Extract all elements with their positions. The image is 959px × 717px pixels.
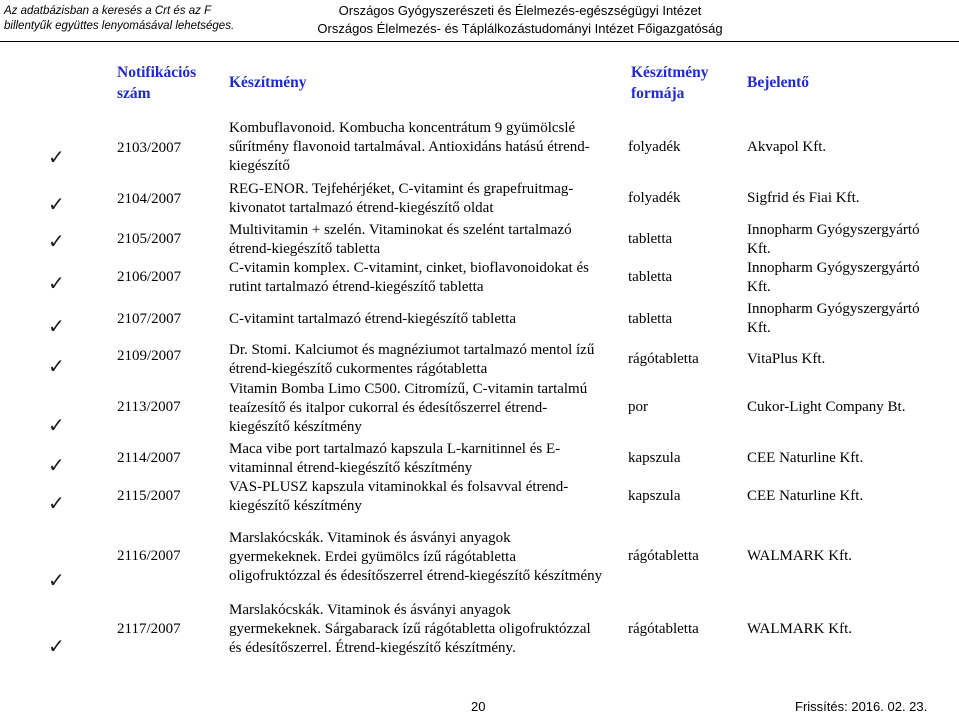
column-header-product xyxy=(229,72,306,93)
notifier-line: Innopharm Gyógyszergyártó xyxy=(747,222,920,238)
product-line: és édesítőszerrel. Étrend-kiegészítő készítmény. xyxy=(229,640,516,656)
product-line: Kombuflavonoid. Kombucha koncentrátum 9 gyümölcslé xyxy=(229,120,576,136)
checkmark-icon: ✓ xyxy=(48,147,65,169)
product-description xyxy=(229,180,573,218)
notification-number: 2106/2007 xyxy=(117,269,182,285)
product-line: C-vitamin komplex. C-vitamint, cinket, bioflavonoidokat és xyxy=(229,260,589,276)
column-header-number xyxy=(117,62,196,104)
column-header-line: szám xyxy=(117,85,151,102)
product-description xyxy=(229,380,587,437)
product-line: Marslakócskák. Vitaminok és ásványi anyagok xyxy=(229,530,511,546)
product-form: kapszula xyxy=(628,488,681,504)
column-header-line: Notifikációs xyxy=(117,64,197,81)
notifier-line: WALMARK Kft. xyxy=(747,548,852,564)
checkmark-icon: ✓ xyxy=(48,273,65,295)
notification-number: 2104/2007 xyxy=(117,191,182,207)
product-line: kivonatot tartalmazó étrend-kiegészítő oldat xyxy=(229,200,494,216)
notifier xyxy=(747,487,863,506)
column-header-line: Bejelentő xyxy=(747,74,809,91)
product-form: folyadék xyxy=(628,139,681,155)
product-form: rágótabletta xyxy=(628,621,699,637)
product-form: por xyxy=(628,399,648,415)
notifier xyxy=(747,189,860,208)
notifier-line: Innopharm Gyógyszergyártó xyxy=(747,260,920,276)
product-line: kiegészítő készítmény xyxy=(229,419,362,435)
notifier xyxy=(747,259,920,297)
checkmark-icon: ✓ xyxy=(48,455,65,477)
notifier xyxy=(747,620,852,639)
column-header-notifier xyxy=(747,72,809,93)
product-description xyxy=(229,478,568,516)
search-hint-line: billentyűk együttes lenyomásával lehetséges. xyxy=(4,20,235,32)
notification-number: 2103/2007 xyxy=(117,140,182,156)
search-hint xyxy=(4,4,234,34)
checkmark-icon: ✓ xyxy=(48,356,65,378)
product-line: vitaminnal étrend-kiegészítő készítmény xyxy=(229,460,473,476)
notifier-line: VitaPlus Kft. xyxy=(747,351,826,367)
checkmark-icon: ✓ xyxy=(48,570,65,592)
product-line: C-vitamint tartalmazó étrend-kiegészítő tabletta xyxy=(229,311,516,327)
notifier xyxy=(747,398,905,417)
column-header-line: Készítmény xyxy=(631,64,709,81)
product-line: Marslakócskák. Vitaminok és ásványi anyagok xyxy=(229,602,511,618)
notification-number: 2109/2007 xyxy=(117,348,182,364)
product-line: Multivitamin + szelén. Vitaminokat és szelént tartalmazó xyxy=(229,222,572,238)
notifier-line: WALMARK Kft. xyxy=(747,621,852,637)
institute-name: Országos Élelmezés- és Táplálkozástudományi Intézet Főigazgatóság xyxy=(317,21,723,36)
product-line: Dr. Stomi. Kalciumot és magnéziumot tartalmazó mentol ízű xyxy=(229,342,595,358)
product-form: folyadék xyxy=(628,190,681,206)
product-line: sűrítmény flavonoid tartalmával. Antioxidáns hatású étrend- xyxy=(229,139,590,155)
notification-number: 2107/2007 xyxy=(117,311,182,327)
notifier-line: Kft. xyxy=(747,241,771,257)
product-line: kiegészítő xyxy=(229,158,290,174)
institute-name: Országos Gyógyszerészeti és Élelmezés-egészségügyi Intézet xyxy=(338,3,702,18)
product-description xyxy=(229,119,590,176)
notifier-line: CEE Naturline Kft. xyxy=(747,450,864,466)
checkmark-icon: ✓ xyxy=(48,231,65,253)
refresh-date: Frissítés: 2016. 02. 23. xyxy=(795,699,928,714)
header-divider xyxy=(0,41,959,42)
product-description xyxy=(229,341,594,379)
notifier-line: Akvapol Kft. xyxy=(747,139,827,155)
product-line: VAS-PLUSZ kapszula vitaminokkal és folsavval étrend- xyxy=(229,479,569,495)
checkmark-icon: ✓ xyxy=(48,194,65,216)
product-line: REG-ENOR. Tejfehérjéket, C-vitamint és grapefruitmag- xyxy=(229,181,574,197)
notifier xyxy=(747,547,852,566)
product-description xyxy=(229,259,589,297)
notifier xyxy=(747,138,826,157)
product-line: kiegészítő készítmény xyxy=(229,498,362,514)
notification-number: 2116/2007 xyxy=(117,548,181,564)
notifier xyxy=(747,449,863,468)
column-header-line: formája xyxy=(631,85,685,102)
notifier xyxy=(747,221,920,259)
notification-number: 2115/2007 xyxy=(117,488,181,504)
product-description xyxy=(229,529,602,586)
checkmark-icon: ✓ xyxy=(48,636,65,658)
column-header-form xyxy=(631,62,708,104)
notifier-line: Kft. xyxy=(747,320,771,336)
page-number: 20 xyxy=(471,699,486,714)
product-form: rágótabletta xyxy=(628,548,699,564)
institute-header xyxy=(240,2,800,38)
notifier xyxy=(747,300,920,338)
search-hint-line: Az adatbázisban a keresés a Crt és az F xyxy=(4,5,212,17)
checkmark-icon: ✓ xyxy=(48,493,65,515)
product-description xyxy=(229,440,560,478)
product-form: tabletta xyxy=(628,311,673,327)
notifier-line: Innopharm Gyógyszergyártó xyxy=(747,301,920,317)
notifier-line: Sigfrid és Fiai Kft. xyxy=(747,190,860,206)
product-line: gyermekeknek. Erdei gyümölcs ízű rágótabletta xyxy=(229,549,516,565)
product-description xyxy=(229,221,572,259)
product-description xyxy=(229,601,591,658)
product-form: rágótabletta xyxy=(628,351,699,367)
checkmark-icon: ✓ xyxy=(48,415,65,437)
column-header-line: Készítmény xyxy=(229,74,307,91)
product-form: tabletta xyxy=(628,269,673,285)
notifier-line: Cukor-Light Company Bt. xyxy=(747,399,906,415)
notification-number: 2117/2007 xyxy=(117,621,181,637)
notifier-line: Kft. xyxy=(747,279,771,295)
product-form: tabletta xyxy=(628,231,673,247)
product-description xyxy=(229,310,516,329)
product-line: Maca vibe port tartalmazó kapszula L-karnitinnel és E- xyxy=(229,441,561,457)
notifier-line: CEE Naturline Kft. xyxy=(747,488,864,504)
product-line: rutint tartalmazó étrend-kiegészítő tabletta xyxy=(229,279,484,295)
product-form: kapszula xyxy=(628,450,681,466)
notification-number: 2105/2007 xyxy=(117,231,182,247)
product-line: étrend-kiegészítő tabletta xyxy=(229,241,381,257)
checkmark-icon: ✓ xyxy=(48,316,65,338)
product-line: Vitamin Bomba Limo C500. Citromízű, C-vitamin tartalmú xyxy=(229,381,588,397)
notification-number: 2113/2007 xyxy=(117,399,181,415)
product-line: étrend-kiegészítő cukormentes rágótabletta xyxy=(229,361,488,377)
product-line: oligofruktózzal és édesítőszerrel étrend-kiegészítő készítmény xyxy=(229,568,603,584)
product-line: gyermekeknek. Sárgabarack ízű rágótabletta oligofruktózzal xyxy=(229,621,591,637)
notification-number: 2114/2007 xyxy=(117,450,181,466)
product-line: teaízesítő és italpor cukorral és édesítőszerrel étrend- xyxy=(229,400,548,416)
notifier xyxy=(747,350,825,369)
